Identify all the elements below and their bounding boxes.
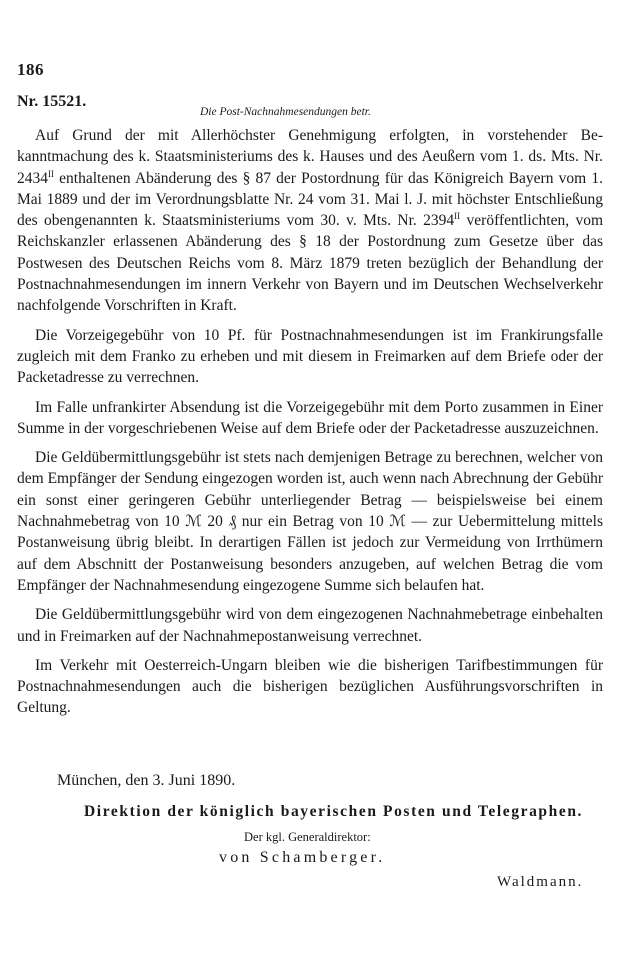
superscript: II [48, 168, 54, 179]
body-text [17, 125, 603, 727]
signatory-title: Der kgl. Generaldirektor: [244, 830, 371, 844]
paragraph: Im Falle unfrankirter Absendung ist die Vorzeigegebühr mit dem Porto zusammen in Einer Summe in der vorgeschriebenen Weise auf dem Briefe oder der Packetadresse auszuzeichnen. [17, 398, 603, 437]
superscript: II [454, 211, 461, 222]
issuing-authority: Direktion der königlich bayerischen Posten und Telegraphen. [84, 803, 584, 820]
paragraph-text: enthaltenen Abänderung des § 87 der Postordnung für das Königreich Bayern vom 1. Mai 1889 und der im Verordnungsblatte Nr. 24 vom 31. Mai l. J. mit höchster Entschließung des obengenannten k. Staatsministeriums vom 30. v. Mts. Nr. 2394 [17, 169, 603, 230]
paragraph: Im Verkehr mit Oesterreich-Ungarn bleiben wie die bisherigen Tarifbestimmungen für Postnachnahmesendungen auch die bisherigen bezüglichen Ausführungsvorschriften in Geltung. [17, 656, 603, 717]
subject-heading: Die Post-Nachnahmesendungen betr. [200, 106, 371, 118]
paragraph-text: Auf Grund der mit Allerhöchster Genehmigung erfolgten, in vorstehender Bekanntmachung des k. Staatsministeriums des k. Hauses und des Aeußern vom 1. ds. Mts. Nr. 2434 [17, 127, 603, 187]
document-number: Nr. 15521. [17, 93, 87, 110]
paragraph: Die Vorzeigegebühr von 10 Pf. für Postnachnahmesendungen ist im Frankirungsfalle zugleich mit dem Franko zu erheben und mit diesem in Freimarken auf dem Briefe oder der Packetadresse zu verrechnen. [17, 326, 603, 387]
signatory-name: von Schamberger. [219, 849, 386, 866]
page-number: 186 [17, 60, 44, 79]
countersignatory-name: Waldmann. [497, 874, 584, 890]
paragraph [17, 125, 603, 317]
paragraph-text: veröffentlichten, vom Reichskanzler erlassenen Abänderung des § 18 der Postordnung zum Gesetze über das Postwesen des Deutschen Reichs vom 8. März 1879 treten bezüglich der Behandlung der Postnachnahmesendungen im innern Verkehr von Bayern und im Deutschen Wechselverkehr nachfolgende Vorschriften in Kraft. [17, 212, 604, 315]
paragraph: Die Geldübermittlungsgebühr wird von dem eingezogenen Nachnahmebetrage einbehalten und in Freimarken auf der Nachnahmepostanweisung verrechnet. [17, 606, 603, 645]
dateline: München, den 3. Juni 1890. [57, 772, 236, 789]
paragraph: Die Geldübermittlungsgebühr ist stets nach demjenigen Betrage zu berechnen, welcher von dem Empfänger der Sendung eingezogen worden ist, auch wenn nach Abrechnung der Gebühr ein sonst einer geringeren Gebühr unterliegender Betrag — beispielsweise bei einem Nachnahmebetrag von 10 ℳ 20 ₰ nur ein Betrag von 10 ℳ — zur Uebermittelung mittels Postanweisung übrig bleibt. In derartigen Fällen ist jedoch zur Vermeidung von Irrthümern auf dem Abschnitt der Postanweisung besonders anzugeben, auf welchen Betrag die vom Empfänger der Nachnahmesendung eingezogene Summe sich belaufen hat. [17, 449, 603, 594]
